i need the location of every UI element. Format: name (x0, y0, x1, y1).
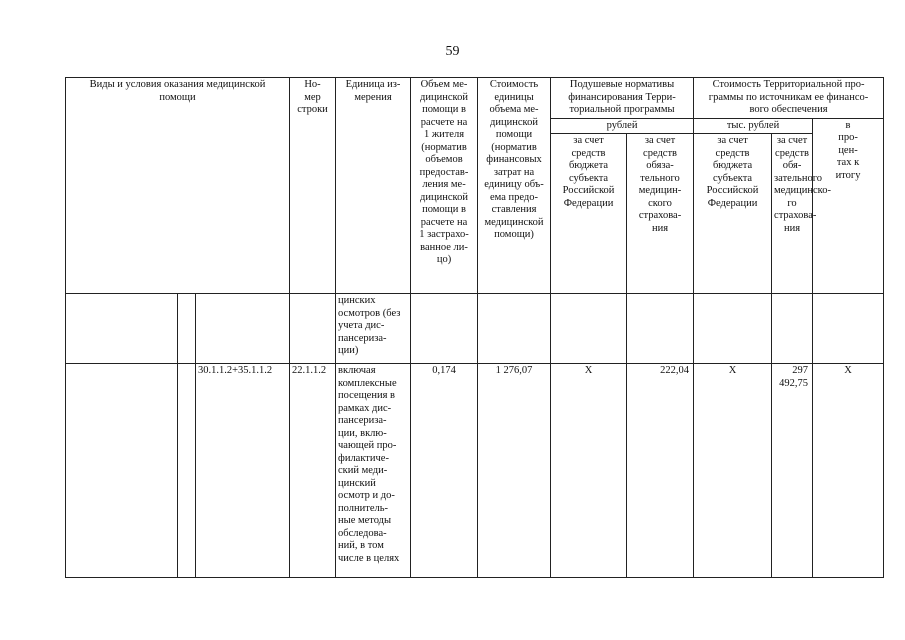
table-row (66, 294, 884, 364)
budget-cell: X (551, 364, 627, 578)
budget-cell (551, 294, 627, 364)
type-cell (66, 364, 178, 578)
unit-cell: включая комплексные посещения в рамках дис- пансериза- ции, вклю- чающей про- филактиче- ский меди- цинский осмотр и до- полнитель- ные методы обследова- ний, в том числе в целях (336, 364, 411, 578)
table-row (66, 364, 884, 578)
oms-cell: 222,04 (627, 364, 694, 578)
header-row-number: Но- мер строки (290, 78, 336, 294)
header-cost: Стоимость единицы объема ме- дицинской помощи (норматив финансовых затрат на единицу объ- ема предо- ставления медицинской помощи) (478, 78, 551, 294)
header-territorial-oms: за счет средств обя- зательного медицинско- го страхова- ния (772, 134, 813, 294)
header-percent: в про- цен- тах к итогу (813, 118, 884, 294)
financing-table (65, 77, 884, 578)
oms-cell (627, 294, 694, 364)
header-volume: Объем ме- дицинской помощи в расчете на 1 жителя (норматив объемов предостав- ления ме- дицинской помощи в расчете на 1 застрахо- ванное ли- цо) (411, 78, 478, 294)
volume-cell (411, 294, 478, 364)
cost-cell: 1 276,07 (478, 364, 551, 578)
percent-cell (813, 294, 884, 364)
spacer-cell (178, 294, 196, 364)
row-number-cell (290, 294, 336, 364)
header-per-capita: Подушевые нормативы финансирования Терри- ториальной программы (551, 78, 694, 119)
cost-cell (478, 294, 551, 364)
unit-cell: цинских осмотров (без учета дис- пансериза- ции) (336, 294, 411, 364)
percent-cell: X (813, 364, 884, 578)
code-cell: 30.1.1.2+35.1.1.2 (196, 364, 290, 578)
territorial-oms-cell: 297 492,75 (772, 364, 813, 578)
header-territorial-budget: за счет средств бюджета субъекта Российской Федерации (694, 134, 772, 294)
spacer-cell (178, 364, 196, 578)
volume-cell: 0,174 (411, 364, 478, 578)
header-territorial-unit: тыс. рублей (694, 118, 813, 134)
header-per-capita-unit: рублей (551, 118, 694, 134)
row-number-cell: 22.1.1.2 (290, 364, 336, 578)
territorial-budget-cell (694, 294, 772, 364)
header-budget-source: за счет средств бюджета субъекта Российской Федерации (551, 134, 627, 294)
page-number: 59 (445, 44, 460, 59)
territorial-budget-cell: X (694, 364, 772, 578)
header-oms-source: за счет средств обяза- тельного медицин- ского страхова- ния (627, 134, 694, 294)
territorial-oms-cell (772, 294, 813, 364)
code-cell (196, 294, 290, 364)
header-territorial: Стоимость Территориальной про- граммы по источникам ее финансо- вого обеспечения (694, 78, 884, 119)
type-cell (66, 294, 178, 364)
header-unit: Единица из- мерения (336, 78, 411, 294)
header-types: Виды и условия оказания медицинской помощи (66, 78, 290, 294)
